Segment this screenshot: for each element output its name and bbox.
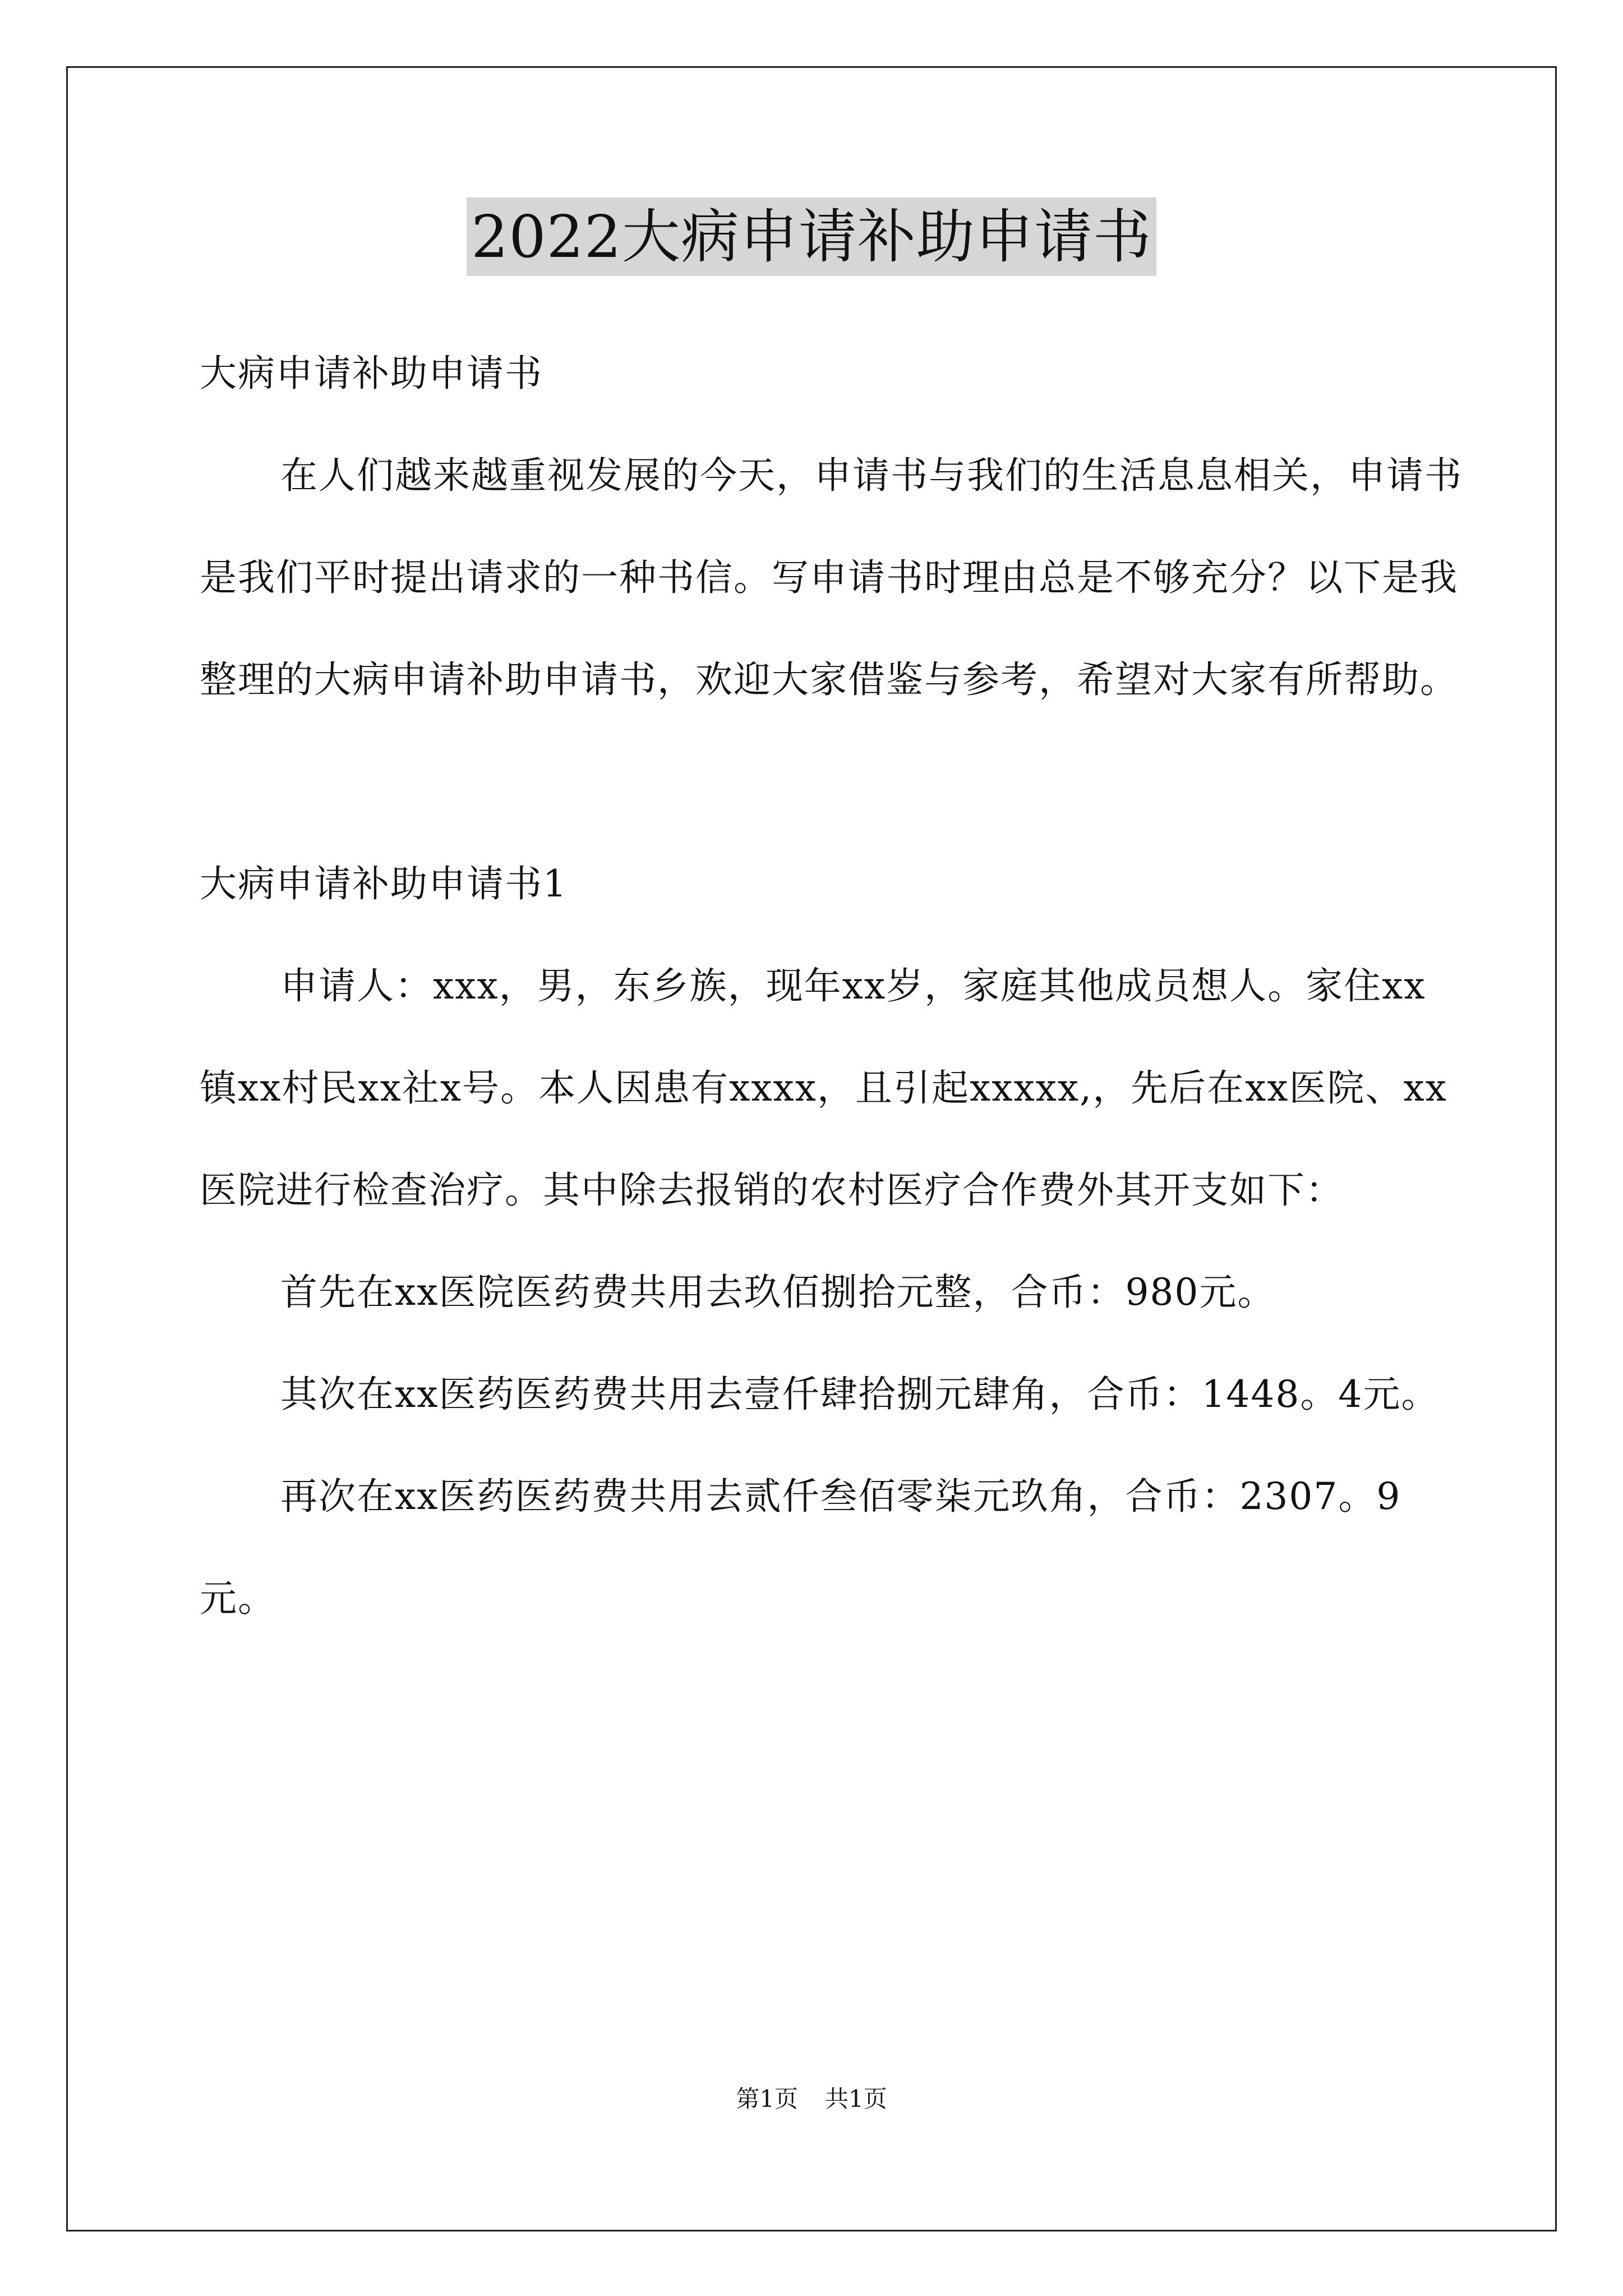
intro-paragraph: 在人们越来越重视发展的今天，申请书与我们的生活息息相关，申请书是我们平时提出请求的一种书信。写申请书时理由总是不够充分？以下是我整理的大病申请补助申请书，欢迎大家借鉴与参考，希望对大家有所帮助。 xyxy=(200,454,1463,701)
section-heading: 大病申请补助申请书1 xyxy=(200,862,568,905)
page-count: 共1页 xyxy=(825,2085,887,2113)
document-body xyxy=(200,323,1463,1650)
page-footer xyxy=(0,2082,1623,2116)
body-paragraph-expense-1: 首先在xx医院医药费共用去玖佰捌拾元整，合币：980元。 xyxy=(280,1271,1276,1314)
body-paragraph-expense-3: 再次在xx医药医药费共用去贰仟叁佰零柒元玖角，合币：2307。9元。 xyxy=(200,1475,1401,1620)
body-paragraph-expense-2: 其次在xx医药医药费共用去壹仟肆拾捌元肆角，合币：1448。4元。 xyxy=(280,1373,1440,1416)
page-number: 第1页 xyxy=(736,2085,798,2113)
body-paragraph-applicant: 申请人：xxx，男，东乡族，现年xx岁，家庭其他成员想人。家住xx镇xx村民xx社x号。本人因患有xxxx，且引起xxxxx,，先后在xx医院、xx医院进行检查治疗。其中除去报销的农村医疗合作费外其开支如下： xyxy=(200,964,1447,1212)
paragraph-spacer xyxy=(200,731,1463,833)
document-title: 2022大病申请补助申请书 xyxy=(467,197,1156,276)
subtitle: 大病申请补助申请书 xyxy=(200,352,543,395)
title-container xyxy=(0,197,1623,276)
